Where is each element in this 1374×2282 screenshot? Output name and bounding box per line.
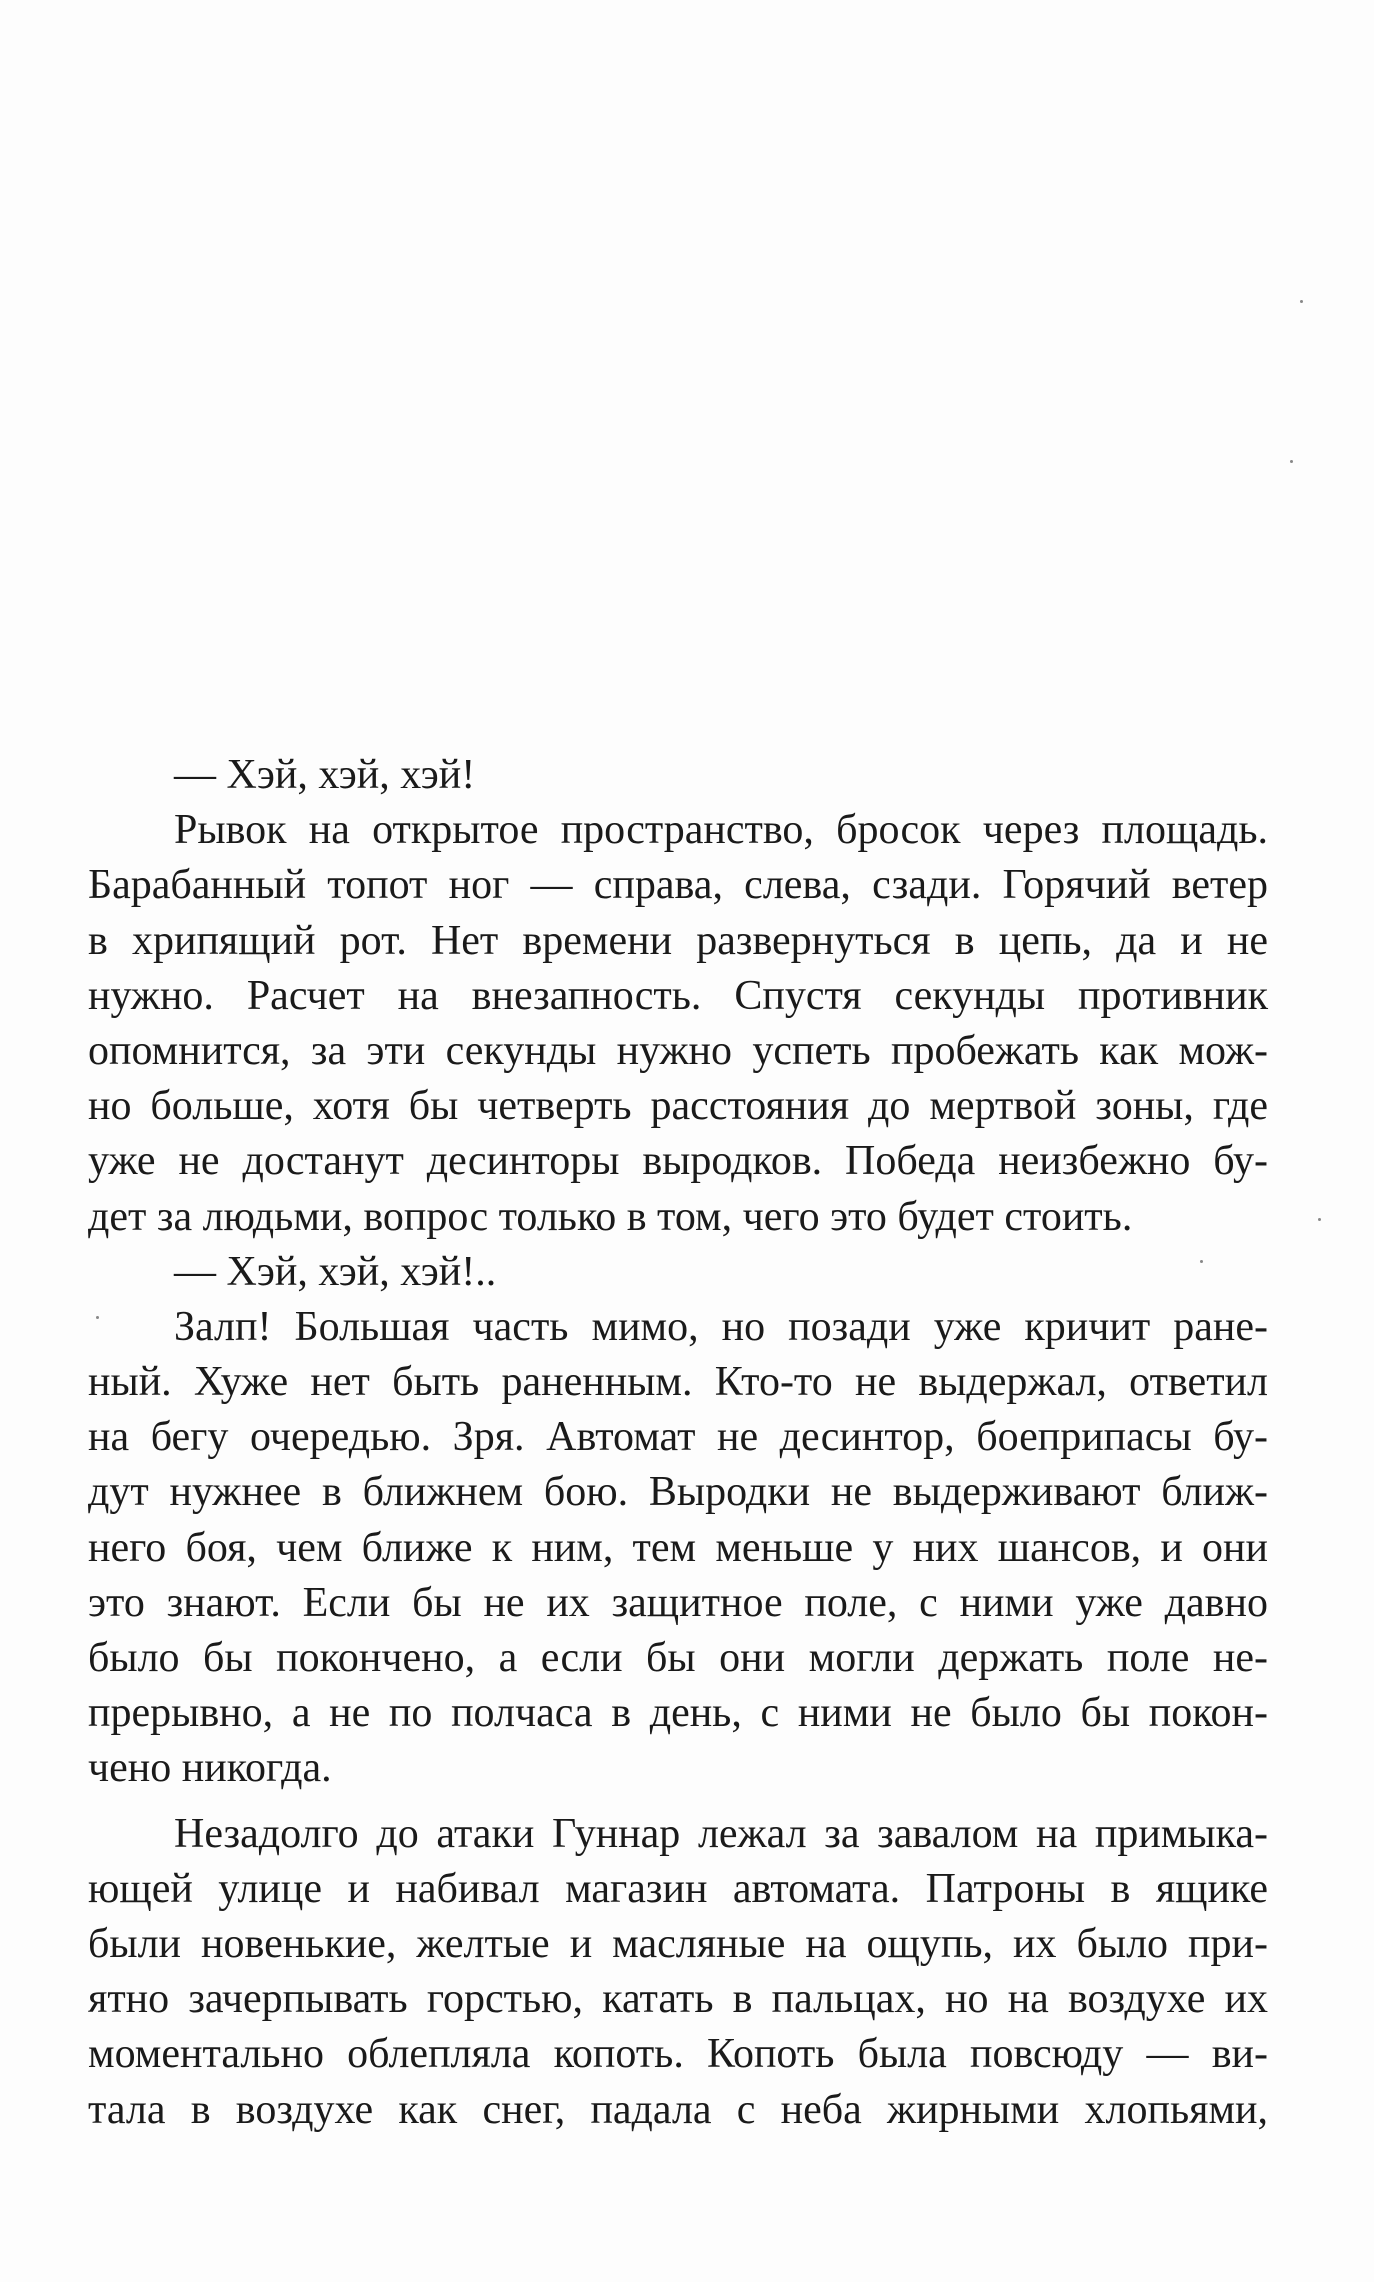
scan-speck xyxy=(96,1316,99,1319)
paragraph xyxy=(88,803,1268,1245)
scan-speck xyxy=(1200,1260,1203,1263)
scan-speck xyxy=(1318,1218,1321,1221)
text-line: тала в воздухе как снег, падала с неба жирными хлопьями, xyxy=(88,2086,1268,2133)
text-line: в хрипящий рот. Нет времени развернуться в цепь, да и не xyxy=(88,917,1268,964)
text-line: было бы покончено, а если бы они могли держать поле не- xyxy=(88,1635,1268,1681)
text-line: ятно зачерпывать горстью, катать в пальцах, но на воздухе их xyxy=(88,1976,1268,2023)
text-line: Незадолго до атаки Гуннар лежал за завалом на примыка- xyxy=(174,1810,1268,1857)
text-line: чено никогда. xyxy=(88,1745,332,1792)
text-line: него боя, чем ближе к ним, тем меньше у них шансов, и они xyxy=(88,1524,1268,1571)
scan-speck xyxy=(1290,460,1293,463)
text-line: уже не достанут десинторы выродков. Победа неизбежно бу- xyxy=(88,1138,1268,1185)
text-line: Залп! Большая часть мимо, но позади уже кричит ране- xyxy=(174,1303,1268,1350)
text-line: ный. Хуже нет быть раненным. Кто-то не выдержал, ответил xyxy=(88,1359,1268,1406)
paragraph-gap xyxy=(88,1797,1268,1807)
text-line: дет за людьми, вопрос только в том, чего это будет стоить. xyxy=(88,1193,1133,1240)
text-line: опомнится, за эти секунды нужно успеть пробежать как мож- xyxy=(88,1027,1268,1074)
text-line: Рывок на открытое пространство, бросок через площадь. xyxy=(174,807,1268,854)
text-line: моментально облепляла копоть. Копоть была повсюду — ви- xyxy=(88,2031,1268,2078)
text-line: это знают. Если бы не их защитное поле, с ними уже давно xyxy=(88,1579,1268,1626)
text-line: были новенькие, желтые и масляные на ощупь, их было при- xyxy=(88,1920,1268,1967)
text-line: — Хэй, хэй, хэй! xyxy=(174,752,476,798)
text-line: Барабанный топот ног — справа, слева, сзади. Горячий ветер xyxy=(88,862,1268,909)
text-line: ющей улице и набивал магазин автомата. Патроны в ящике xyxy=(88,1865,1268,1912)
paragraph xyxy=(88,1300,1268,1797)
text-line: нужно. Расчет на внезапность. Спустя секунды противник xyxy=(88,972,1268,1019)
text-line: но больше, хотя бы четверть расстояния до мертвой зоны, где xyxy=(88,1083,1268,1130)
body-text xyxy=(88,748,1268,2138)
scan-speck xyxy=(1300,300,1303,303)
text-line: на бегу очередью. Зря. Автомат не десинтор, боеприпасы бу- xyxy=(88,1414,1268,1461)
text-line: дут нужнее в ближнем бою. Выродки не выдерживают ближ- xyxy=(88,1469,1268,1516)
paragraph xyxy=(88,1245,1268,1300)
text-line: — Хэй, хэй, хэй!.. xyxy=(174,1248,497,1295)
paragraph xyxy=(88,1807,1268,2138)
paragraph xyxy=(88,748,1268,803)
text-line: прерывно, а не по полчаса в день, с ними не было бы покон- xyxy=(88,1690,1268,1737)
